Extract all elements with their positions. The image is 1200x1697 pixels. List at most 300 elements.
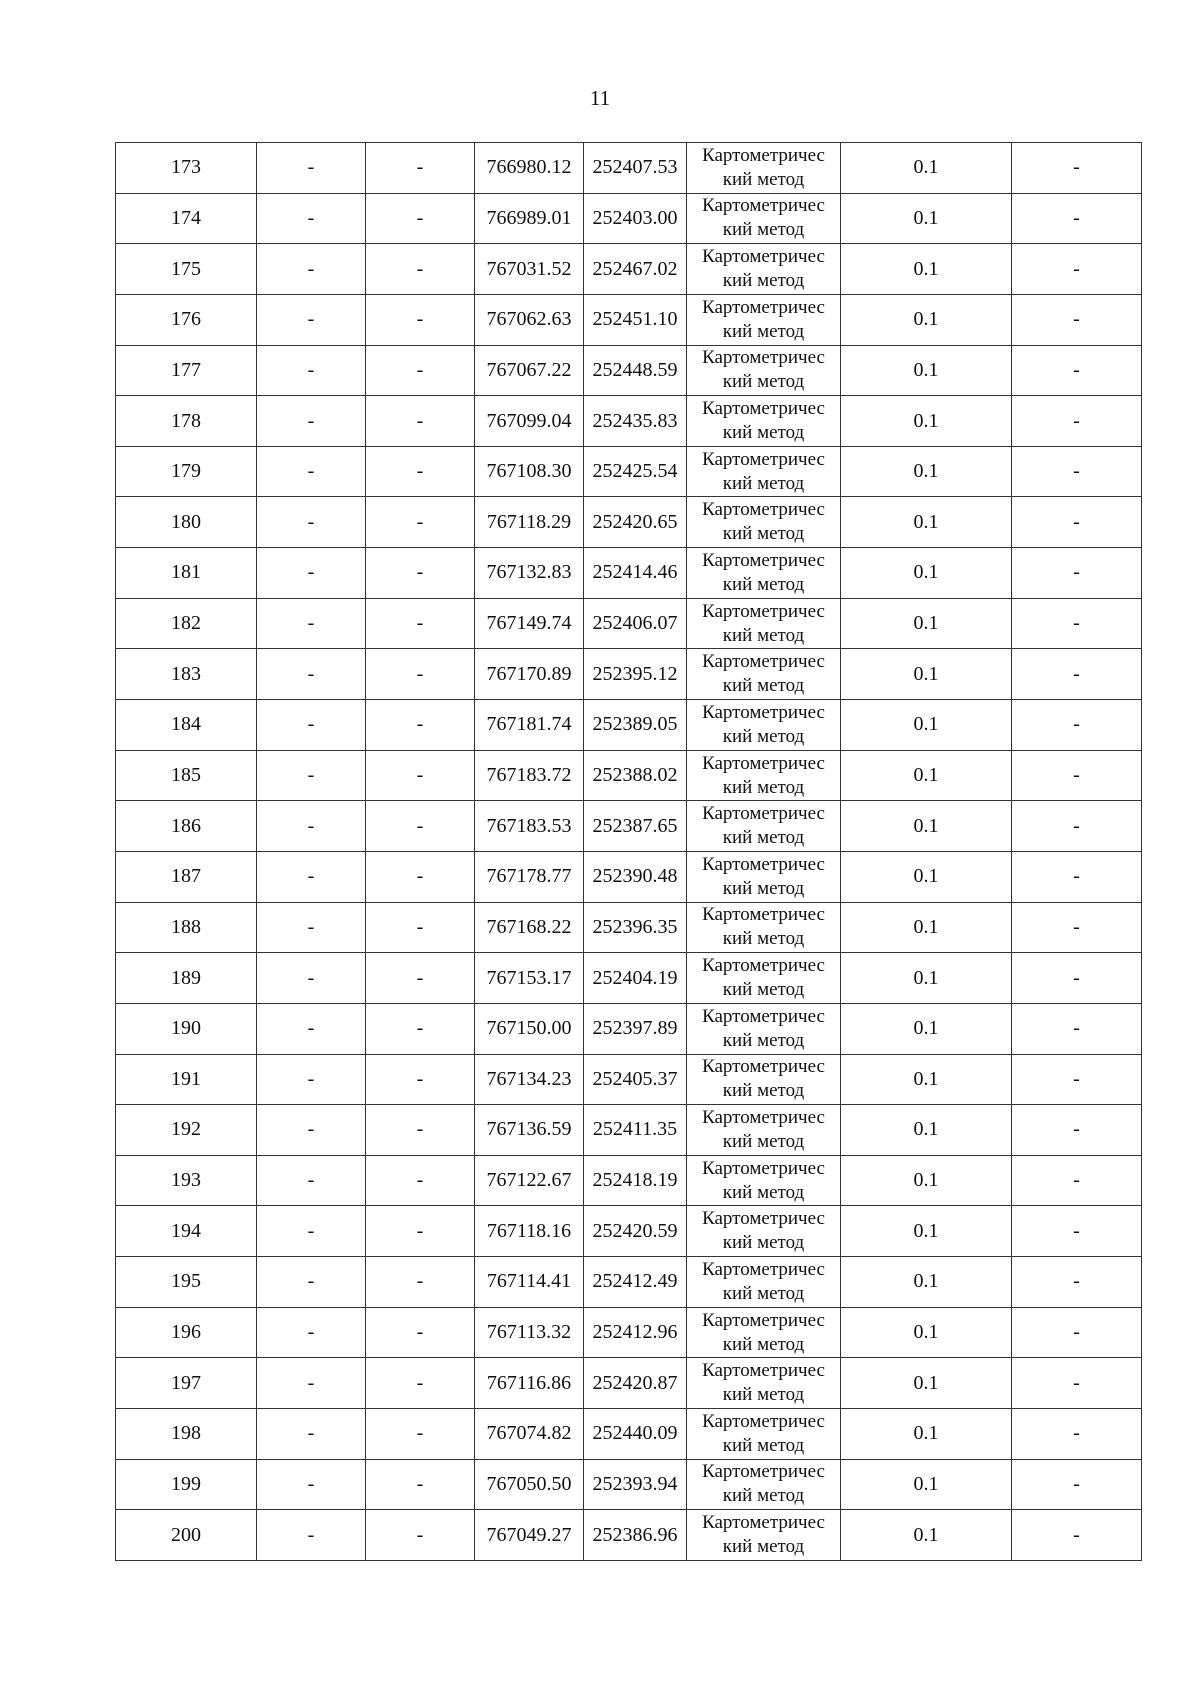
- method-line-2: кий метод: [722, 1333, 805, 1355]
- method-cell: [687, 700, 841, 751]
- y-coordinate-cell: 252420.87: [584, 1358, 687, 1409]
- point-number-cell: 199: [116, 1459, 257, 1510]
- x-coordinate-cell: 767136.59: [475, 1105, 584, 1156]
- method-line-1: Картометричес: [702, 1309, 825, 1331]
- method-cell: [687, 1510, 841, 1561]
- method-line-1: Картометричес: [702, 955, 825, 977]
- method-cell: [687, 902, 841, 953]
- accuracy-cell: 0.1: [841, 1155, 1012, 1206]
- method-line-2: кий метод: [722, 1282, 805, 1304]
- y-coordinate-cell: 252448.59: [584, 345, 687, 396]
- y-coordinate-cell: 252388.02: [584, 750, 687, 801]
- x-coordinate-cell: 766980.12: [475, 143, 584, 194]
- table-row: [116, 1307, 1142, 1358]
- empty-x-cell: -: [257, 801, 366, 852]
- empty-y-cell: -: [366, 244, 475, 295]
- note-cell: -: [1012, 801, 1142, 852]
- empty-x-cell: -: [257, 396, 366, 447]
- method-cell: [687, 598, 841, 649]
- x-coordinate-cell: 767118.16: [475, 1206, 584, 1257]
- x-coordinate-cell: 767170.89: [475, 649, 584, 700]
- method-cell: [687, 750, 841, 801]
- method-cell: [687, 396, 841, 447]
- method-line-2: кий метод: [722, 168, 805, 190]
- method-line-2: кий метод: [722, 776, 805, 798]
- method-line-2: кий метод: [722, 1181, 805, 1203]
- note-cell: -: [1012, 1257, 1142, 1308]
- accuracy-cell: 0.1: [841, 244, 1012, 295]
- method-line-2: кий метод: [722, 827, 805, 849]
- method-line-2: кий метод: [722, 472, 805, 494]
- y-coordinate-cell: 252404.19: [584, 953, 687, 1004]
- y-coordinate-cell: 252467.02: [584, 244, 687, 295]
- note-cell: -: [1012, 244, 1142, 295]
- table-row: [116, 1409, 1142, 1460]
- table-row: [116, 1155, 1142, 1206]
- empty-x-cell: -: [257, 902, 366, 953]
- note-cell: -: [1012, 497, 1142, 548]
- method-line-1: Картометричес: [702, 1258, 825, 1280]
- note-cell: -: [1012, 345, 1142, 396]
- method-line-1: Картометричес: [702, 144, 825, 166]
- method-line-1: Картометричес: [702, 651, 825, 673]
- method-cell: [687, 548, 841, 599]
- table-row: [116, 1459, 1142, 1510]
- empty-y-cell: -: [366, 1257, 475, 1308]
- empty-x-cell: -: [257, 548, 366, 599]
- table-row: [116, 1054, 1142, 1105]
- accuracy-cell: 0.1: [841, 497, 1012, 548]
- x-coordinate-cell: 767118.29: [475, 497, 584, 548]
- note-cell: -: [1012, 1105, 1142, 1156]
- empty-y-cell: -: [366, 902, 475, 953]
- table-row: [116, 598, 1142, 649]
- table-row: [116, 1257, 1142, 1308]
- y-coordinate-cell: 252420.65: [584, 497, 687, 548]
- point-number-cell: 187: [116, 851, 257, 902]
- method-line-1: Картометричес: [702, 1106, 825, 1128]
- table-row: [116, 548, 1142, 599]
- empty-y-cell: -: [366, 497, 475, 548]
- method-cell: [687, 1257, 841, 1308]
- y-coordinate-cell: 252395.12: [584, 649, 687, 700]
- x-coordinate-cell: 766989.01: [475, 193, 584, 244]
- method-cell: [687, 497, 841, 548]
- empty-y-cell: -: [366, 598, 475, 649]
- method-line-1: Картометричес: [702, 195, 825, 217]
- table-row: [116, 750, 1142, 801]
- method-line-2: кий метод: [722, 573, 805, 595]
- point-number-cell: 190: [116, 1003, 257, 1054]
- accuracy-cell: 0.1: [841, 1206, 1012, 1257]
- y-coordinate-cell: 252387.65: [584, 801, 687, 852]
- method-line-1: Картометричес: [702, 448, 825, 470]
- empty-x-cell: -: [257, 851, 366, 902]
- accuracy-cell: 0.1: [841, 294, 1012, 345]
- method-line-2: кий метод: [722, 624, 805, 646]
- x-coordinate-cell: 767116.86: [475, 1358, 584, 1409]
- x-coordinate-cell: 767149.74: [475, 598, 584, 649]
- empty-y-cell: -: [366, 143, 475, 194]
- point-number-cell: 193: [116, 1155, 257, 1206]
- table-row: [116, 1358, 1142, 1409]
- accuracy-cell: 0.1: [841, 1307, 1012, 1358]
- method-line-2: кий метод: [722, 320, 805, 342]
- point-number-cell: 186: [116, 801, 257, 852]
- table-row: [116, 953, 1142, 1004]
- accuracy-cell: 0.1: [841, 649, 1012, 700]
- method-line-1: Картометричес: [702, 853, 825, 875]
- y-coordinate-cell: 252396.35: [584, 902, 687, 953]
- method-line-2: кий метод: [722, 371, 805, 393]
- point-number-cell: 197: [116, 1358, 257, 1409]
- method-cell: [687, 244, 841, 295]
- method-line-2: кий метод: [722, 1029, 805, 1051]
- accuracy-cell: 0.1: [841, 953, 1012, 1004]
- method-line-2: кий метод: [722, 523, 805, 545]
- point-number-cell: 191: [116, 1054, 257, 1105]
- x-coordinate-cell: 767183.53: [475, 801, 584, 852]
- point-number-cell: 182: [116, 598, 257, 649]
- method-line-1: Картометричес: [702, 499, 825, 521]
- accuracy-cell: 0.1: [841, 851, 1012, 902]
- method-line-2: кий метод: [722, 725, 805, 747]
- point-number-cell: 188: [116, 902, 257, 953]
- table-row: [116, 345, 1142, 396]
- note-cell: -: [1012, 598, 1142, 649]
- method-line-1: Картометричес: [702, 1157, 825, 1179]
- point-number-cell: 184: [116, 700, 257, 751]
- empty-x-cell: -: [257, 193, 366, 244]
- method-line-2: кий метод: [722, 1384, 805, 1406]
- table-row: [116, 700, 1142, 751]
- method-line-1: Картометричес: [702, 752, 825, 774]
- accuracy-cell: 0.1: [841, 700, 1012, 751]
- empty-y-cell: -: [366, 649, 475, 700]
- method-cell: [687, 953, 841, 1004]
- y-coordinate-cell: 252407.53: [584, 143, 687, 194]
- empty-y-cell: -: [366, 1206, 475, 1257]
- y-coordinate-cell: 252389.05: [584, 700, 687, 751]
- table-row: [116, 902, 1142, 953]
- point-number-cell: 173: [116, 143, 257, 194]
- note-cell: -: [1012, 700, 1142, 751]
- y-coordinate-cell: 252403.00: [584, 193, 687, 244]
- empty-y-cell: -: [366, 801, 475, 852]
- empty-y-cell: -: [366, 446, 475, 497]
- accuracy-cell: 0.1: [841, 1409, 1012, 1460]
- empty-x-cell: -: [257, 953, 366, 1004]
- point-number-cell: 195: [116, 1257, 257, 1308]
- note-cell: -: [1012, 902, 1142, 953]
- point-number-cell: 189: [116, 953, 257, 1004]
- y-coordinate-cell: 252397.89: [584, 1003, 687, 1054]
- note-cell: -: [1012, 294, 1142, 345]
- y-coordinate-cell: 252390.48: [584, 851, 687, 902]
- empty-x-cell: -: [257, 294, 366, 345]
- table-row: [116, 294, 1142, 345]
- table-row: [116, 193, 1142, 244]
- method-cell: [687, 1206, 841, 1257]
- x-coordinate-cell: 767062.63: [475, 294, 584, 345]
- method-line-2: кий метод: [722, 1080, 805, 1102]
- y-coordinate-cell: 252393.94: [584, 1459, 687, 1510]
- method-cell: [687, 1003, 841, 1054]
- page-number: 11: [589, 86, 611, 110]
- method-line-1: Картометричес: [702, 1360, 825, 1382]
- empty-y-cell: -: [366, 1054, 475, 1105]
- x-coordinate-cell: 767049.27: [475, 1510, 584, 1561]
- accuracy-cell: 0.1: [841, 1105, 1012, 1156]
- table-row: [116, 1206, 1142, 1257]
- x-coordinate-cell: 767122.67: [475, 1155, 584, 1206]
- method-line-1: Картометричес: [702, 246, 825, 268]
- accuracy-cell: 0.1: [841, 1257, 1012, 1308]
- method-line-2: кий метод: [722, 675, 805, 697]
- accuracy-cell: 0.1: [841, 1003, 1012, 1054]
- point-number-cell: 181: [116, 548, 257, 599]
- note-cell: -: [1012, 649, 1142, 700]
- method-line-1: Картометричес: [702, 347, 825, 369]
- empty-y-cell: -: [366, 700, 475, 751]
- method-line-1: Картометричес: [702, 549, 825, 571]
- point-number-cell: 200: [116, 1510, 257, 1561]
- accuracy-cell: 0.1: [841, 1459, 1012, 1510]
- empty-x-cell: -: [257, 1358, 366, 1409]
- method-line-2: кий метод: [722, 928, 805, 950]
- accuracy-cell: 0.1: [841, 1358, 1012, 1409]
- point-number-cell: 178: [116, 396, 257, 447]
- empty-x-cell: -: [257, 345, 366, 396]
- empty-y-cell: -: [366, 1409, 475, 1460]
- method-line-1: Картометричес: [702, 600, 825, 622]
- note-cell: -: [1012, 548, 1142, 599]
- empty-y-cell: -: [366, 1510, 475, 1561]
- method-line-1: Картометричес: [702, 1461, 825, 1483]
- y-coordinate-cell: 252420.59: [584, 1206, 687, 1257]
- empty-y-cell: -: [366, 1105, 475, 1156]
- method-cell: [687, 1054, 841, 1105]
- method-line-1: Картометричес: [702, 1056, 825, 1078]
- accuracy-cell: 0.1: [841, 548, 1012, 599]
- note-cell: -: [1012, 446, 1142, 497]
- table-row: [116, 1510, 1142, 1561]
- table-row: [116, 446, 1142, 497]
- note-cell: -: [1012, 953, 1142, 1004]
- empty-x-cell: -: [257, 1257, 366, 1308]
- point-number-cell: 174: [116, 193, 257, 244]
- x-coordinate-cell: 767178.77: [475, 851, 584, 902]
- method-cell: [687, 801, 841, 852]
- table-row: [116, 143, 1142, 194]
- empty-y-cell: -: [366, 294, 475, 345]
- method-cell: [687, 1358, 841, 1409]
- table-row: [116, 396, 1142, 447]
- empty-x-cell: -: [257, 750, 366, 801]
- point-number-cell: 179: [116, 446, 257, 497]
- method-line-2: кий метод: [722, 1485, 805, 1507]
- y-coordinate-cell: 252406.07: [584, 598, 687, 649]
- x-coordinate-cell: 767074.82: [475, 1409, 584, 1460]
- table-row: [116, 497, 1142, 548]
- x-coordinate-cell: 767153.17: [475, 953, 584, 1004]
- empty-x-cell: -: [257, 1459, 366, 1510]
- x-coordinate-cell: 767113.32: [475, 1307, 584, 1358]
- method-line-2: кий метод: [722, 1130, 805, 1152]
- accuracy-cell: 0.1: [841, 801, 1012, 852]
- method-cell: [687, 1105, 841, 1156]
- method-cell: [687, 851, 841, 902]
- empty-x-cell: -: [257, 244, 366, 295]
- method-cell: [687, 1155, 841, 1206]
- accuracy-cell: 0.1: [841, 902, 1012, 953]
- table-row: [116, 649, 1142, 700]
- method-line-1: Картометричес: [702, 296, 825, 318]
- method-line-2: кий метод: [722, 877, 805, 899]
- y-coordinate-cell: 252414.46: [584, 548, 687, 599]
- x-coordinate-cell: 767183.72: [475, 750, 584, 801]
- table-row: [116, 1105, 1142, 1156]
- point-number-cell: 185: [116, 750, 257, 801]
- method-line-1: Картометричес: [702, 803, 825, 825]
- point-number-cell: 192: [116, 1105, 257, 1156]
- note-cell: -: [1012, 1307, 1142, 1358]
- method-line-1: Картометричес: [702, 701, 825, 723]
- empty-y-cell: -: [366, 1155, 475, 1206]
- note-cell: -: [1012, 1155, 1142, 1206]
- empty-x-cell: -: [257, 1307, 366, 1358]
- empty-x-cell: -: [257, 1206, 366, 1257]
- empty-y-cell: -: [366, 396, 475, 447]
- note-cell: -: [1012, 193, 1142, 244]
- y-coordinate-cell: 252440.09: [584, 1409, 687, 1460]
- x-coordinate-cell: 767099.04: [475, 396, 584, 447]
- table-body: [116, 143, 1142, 1561]
- x-coordinate-cell: 767067.22: [475, 345, 584, 396]
- empty-x-cell: -: [257, 1155, 366, 1206]
- accuracy-cell: 0.1: [841, 193, 1012, 244]
- empty-x-cell: -: [257, 700, 366, 751]
- empty-y-cell: -: [366, 345, 475, 396]
- empty-x-cell: -: [257, 446, 366, 497]
- accuracy-cell: 0.1: [841, 396, 1012, 447]
- x-coordinate-cell: 767108.30: [475, 446, 584, 497]
- method-cell: [687, 193, 841, 244]
- point-number-cell: 198: [116, 1409, 257, 1460]
- note-cell: -: [1012, 851, 1142, 902]
- method-line-2: кий метод: [722, 1536, 805, 1558]
- method-cell: [687, 143, 841, 194]
- method-line-2: кий метод: [722, 1434, 805, 1456]
- table-row: [116, 244, 1142, 295]
- empty-y-cell: -: [366, 1003, 475, 1054]
- coordinates-table: [115, 142, 1142, 1561]
- method-line-2: кий метод: [722, 1232, 805, 1254]
- method-line-2: кий метод: [722, 422, 805, 444]
- empty-x-cell: -: [257, 598, 366, 649]
- method-line-2: кий метод: [722, 270, 805, 292]
- x-coordinate-cell: 767150.00: [475, 1003, 584, 1054]
- accuracy-cell: 0.1: [841, 143, 1012, 194]
- point-number-cell: 177: [116, 345, 257, 396]
- note-cell: -: [1012, 1003, 1142, 1054]
- point-number-cell: 175: [116, 244, 257, 295]
- method-cell: [687, 1307, 841, 1358]
- x-coordinate-cell: 767134.23: [475, 1054, 584, 1105]
- accuracy-cell: 0.1: [841, 598, 1012, 649]
- y-coordinate-cell: 252435.83: [584, 396, 687, 447]
- empty-x-cell: -: [257, 1054, 366, 1105]
- empty-x-cell: -: [257, 1003, 366, 1054]
- note-cell: -: [1012, 1358, 1142, 1409]
- empty-y-cell: -: [366, 193, 475, 244]
- y-coordinate-cell: 252411.35: [584, 1105, 687, 1156]
- method-line-1: Картометричес: [702, 904, 825, 926]
- point-number-cell: 196: [116, 1307, 257, 1358]
- accuracy-cell: 0.1: [841, 1510, 1012, 1561]
- method-cell: [687, 294, 841, 345]
- table-row: [116, 851, 1142, 902]
- accuracy-cell: 0.1: [841, 446, 1012, 497]
- method-cell: [687, 649, 841, 700]
- note-cell: -: [1012, 1054, 1142, 1105]
- note-cell: -: [1012, 750, 1142, 801]
- empty-x-cell: -: [257, 649, 366, 700]
- empty-y-cell: -: [366, 1459, 475, 1510]
- method-cell: [687, 446, 841, 497]
- y-coordinate-cell: 252412.96: [584, 1307, 687, 1358]
- method-line-2: кий метод: [722, 219, 805, 241]
- y-coordinate-cell: 252412.49: [584, 1257, 687, 1308]
- accuracy-cell: 0.1: [841, 750, 1012, 801]
- note-cell: -: [1012, 1206, 1142, 1257]
- note-cell: -: [1012, 396, 1142, 447]
- empty-x-cell: -: [257, 143, 366, 194]
- table-row: [116, 1003, 1142, 1054]
- empty-y-cell: -: [366, 1358, 475, 1409]
- empty-x-cell: -: [257, 1409, 366, 1460]
- method-line-1: Картометричес: [702, 1208, 825, 1230]
- x-coordinate-cell: 767031.52: [475, 244, 584, 295]
- empty-y-cell: -: [366, 953, 475, 1004]
- y-coordinate-cell: 252405.37: [584, 1054, 687, 1105]
- method-cell: [687, 1459, 841, 1510]
- empty-x-cell: -: [257, 1510, 366, 1561]
- note-cell: -: [1012, 1409, 1142, 1460]
- x-coordinate-cell: 767114.41: [475, 1257, 584, 1308]
- method-line-2: кий метод: [722, 979, 805, 1001]
- empty-x-cell: -: [257, 497, 366, 548]
- y-coordinate-cell: 252418.19: [584, 1155, 687, 1206]
- empty-x-cell: -: [257, 1105, 366, 1156]
- method-line-1: Картометричес: [702, 1512, 825, 1534]
- method-line-1: Картометричес: [702, 398, 825, 420]
- empty-y-cell: -: [366, 548, 475, 599]
- method-line-1: Картометричес: [702, 1410, 825, 1432]
- point-number-cell: 183: [116, 649, 257, 700]
- method-line-1: Картометричес: [702, 1005, 825, 1027]
- point-number-cell: 176: [116, 294, 257, 345]
- empty-y-cell: -: [366, 750, 475, 801]
- x-coordinate-cell: 767181.74: [475, 700, 584, 751]
- x-coordinate-cell: 767050.50: [475, 1459, 584, 1510]
- x-coordinate-cell: 767132.83: [475, 548, 584, 599]
- y-coordinate-cell: 252386.96: [584, 1510, 687, 1561]
- point-number-cell: 194: [116, 1206, 257, 1257]
- table-row: [116, 801, 1142, 852]
- point-number-cell: 180: [116, 497, 257, 548]
- y-coordinate-cell: 252451.10: [584, 294, 687, 345]
